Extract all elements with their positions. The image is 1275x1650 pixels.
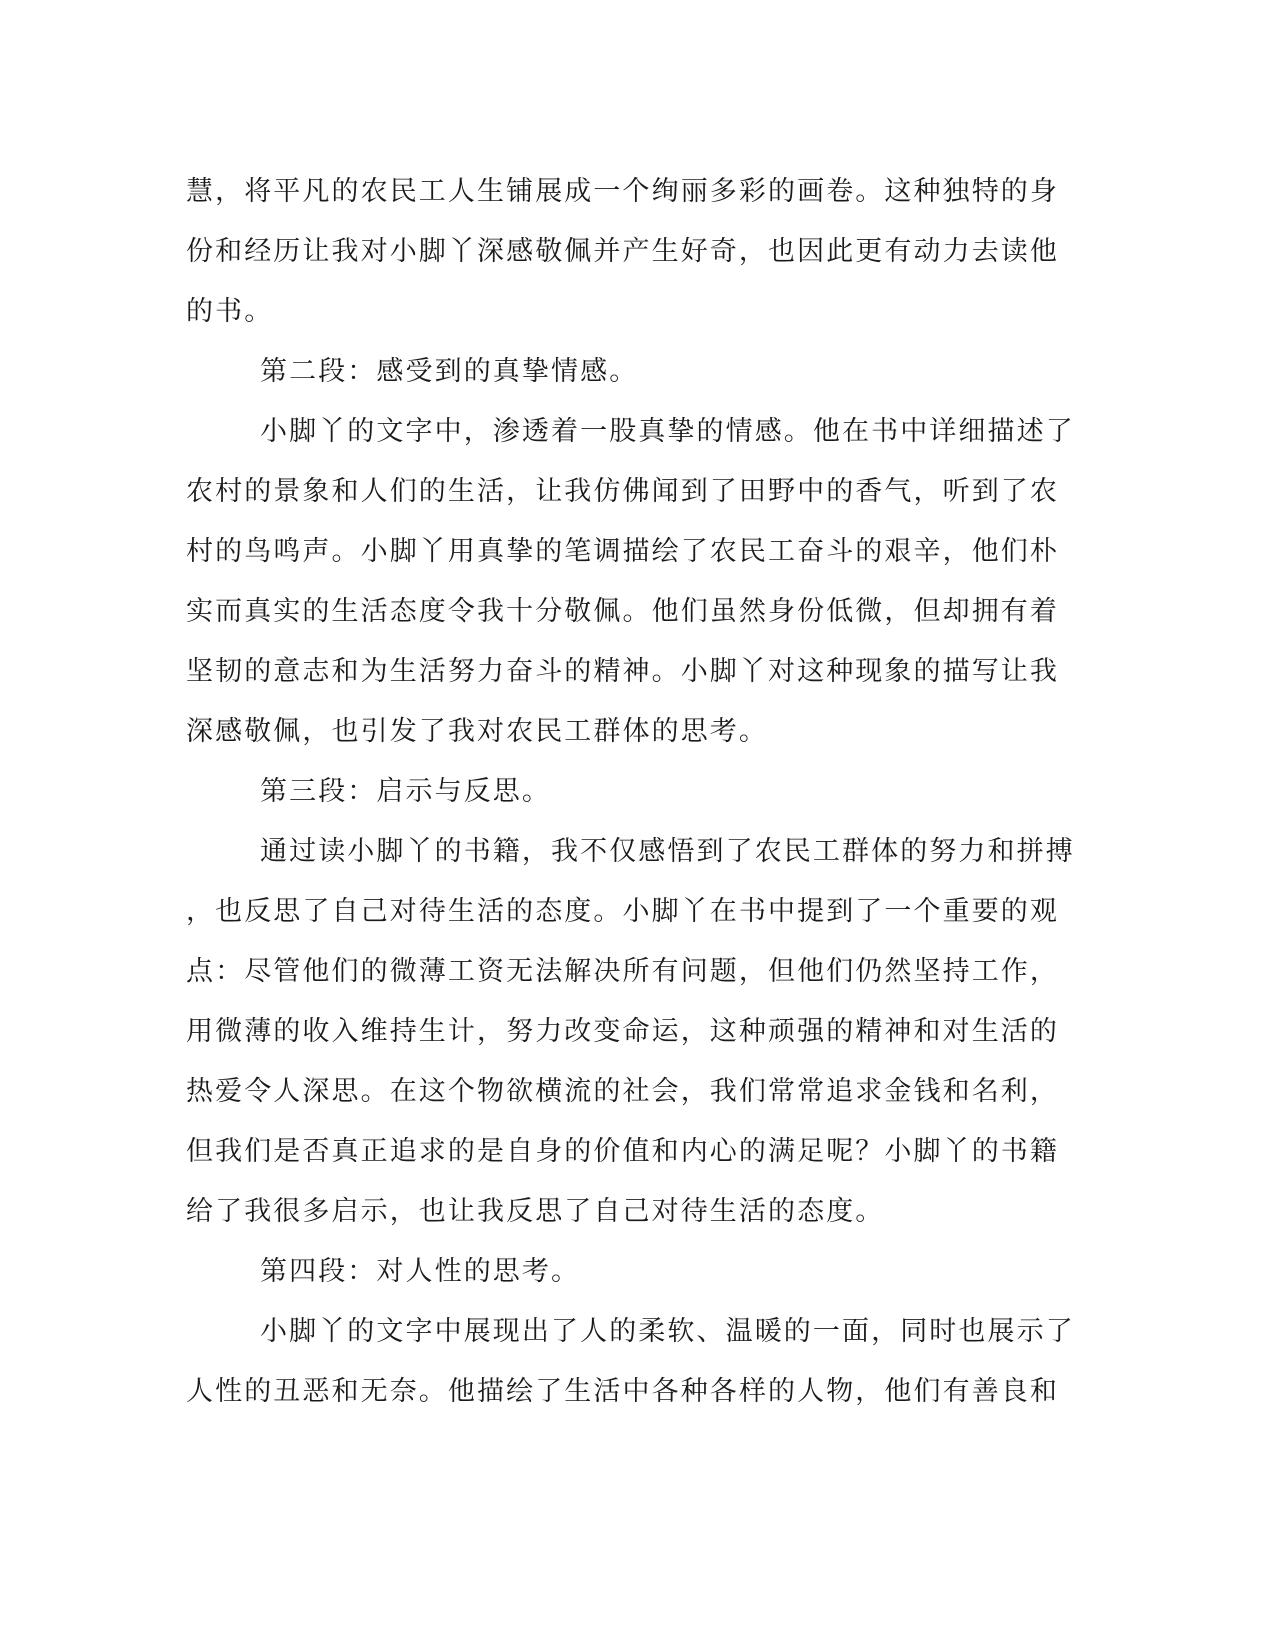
text-line: 但我们是否真正追求的是自身的价值和内心的满足呢？小脚丫的书籍 <box>186 1136 1059 1167</box>
text-line: 用微薄的收入维持生计，努力改变命运，这种顽强的精神和对生活的 <box>186 1016 1059 1047</box>
text-line: 村的鸟鸣声。小脚丫用真挚的笔调描绘了农民工奋斗的艰辛，他们朴 <box>186 536 1059 567</box>
text-line: 点：尽管他们的微薄工资无法解决所有问题，但他们仍然坚持工作， <box>186 956 1059 987</box>
section-heading <box>186 762 1071 822</box>
text-line: 份和经历让我对小脚丫深感敬佩并产生好奇，也因此更有动力去读他 <box>186 236 1059 267</box>
text-line: 通过读小脚丫的书籍，我不仅感悟到了农民工群体的努力和拼搏 <box>260 836 1075 867</box>
section-heading <box>186 342 1071 402</box>
paragraph <box>186 1302 1075 1422</box>
text-line: 实而真实的生活态度令我十分敬佩。他们虽然身份低微，但却拥有着 <box>186 596 1059 627</box>
text-line: ，也反思了自己对待生活的态度。小脚丫在书中提到了一个重要的观 <box>186 896 1059 927</box>
text-line: 的书。 <box>186 296 274 327</box>
text-line: 慧，将平凡的农民工人生铺展成一个绚丽多彩的画卷。这种独特的身 <box>186 176 1059 207</box>
document-body <box>186 162 1075 1422</box>
paragraph <box>186 402 1075 762</box>
text-line: 人性的丑恶和无奈。他描绘了生活中各种各样的人物，他们有善良和 <box>186 1376 1059 1407</box>
paragraph <box>186 162 1071 342</box>
text-line: 农村的景象和人们的生活，让我仿佛闻到了田野中的香气，听到了农 <box>186 476 1059 507</box>
text-line: 给了我很多启示，也让我反思了自己对待生活的态度。 <box>186 1196 885 1227</box>
section-heading-text: 第三段：启示与反思。 <box>260 776 551 807</box>
section-heading <box>186 1242 1071 1302</box>
section-heading-text: 第四段：对人性的思考。 <box>260 1256 581 1287</box>
text-line: 热爱令人深思。在这个物欲横流的社会，我们常常追求金钱和名利， <box>186 1076 1059 1107</box>
text-line: 深感敬佩，也引发了我对农民工群体的思考。 <box>186 716 768 747</box>
text-line: 坚韧的意志和为生活努力奋斗的精神。小脚丫对这种现象的描写让我 <box>186 656 1059 687</box>
text-line: 小脚丫的文字中，渗透着一股真挚的情感。他在书中详细描述了 <box>260 416 1075 447</box>
paragraph <box>186 822 1075 1242</box>
text-line: 小脚丫的文字中展现出了人的柔软、温暖的一面，同时也展示了 <box>260 1316 1075 1347</box>
section-heading-text: 第二段：感受到的真挚情感。 <box>260 356 639 387</box>
